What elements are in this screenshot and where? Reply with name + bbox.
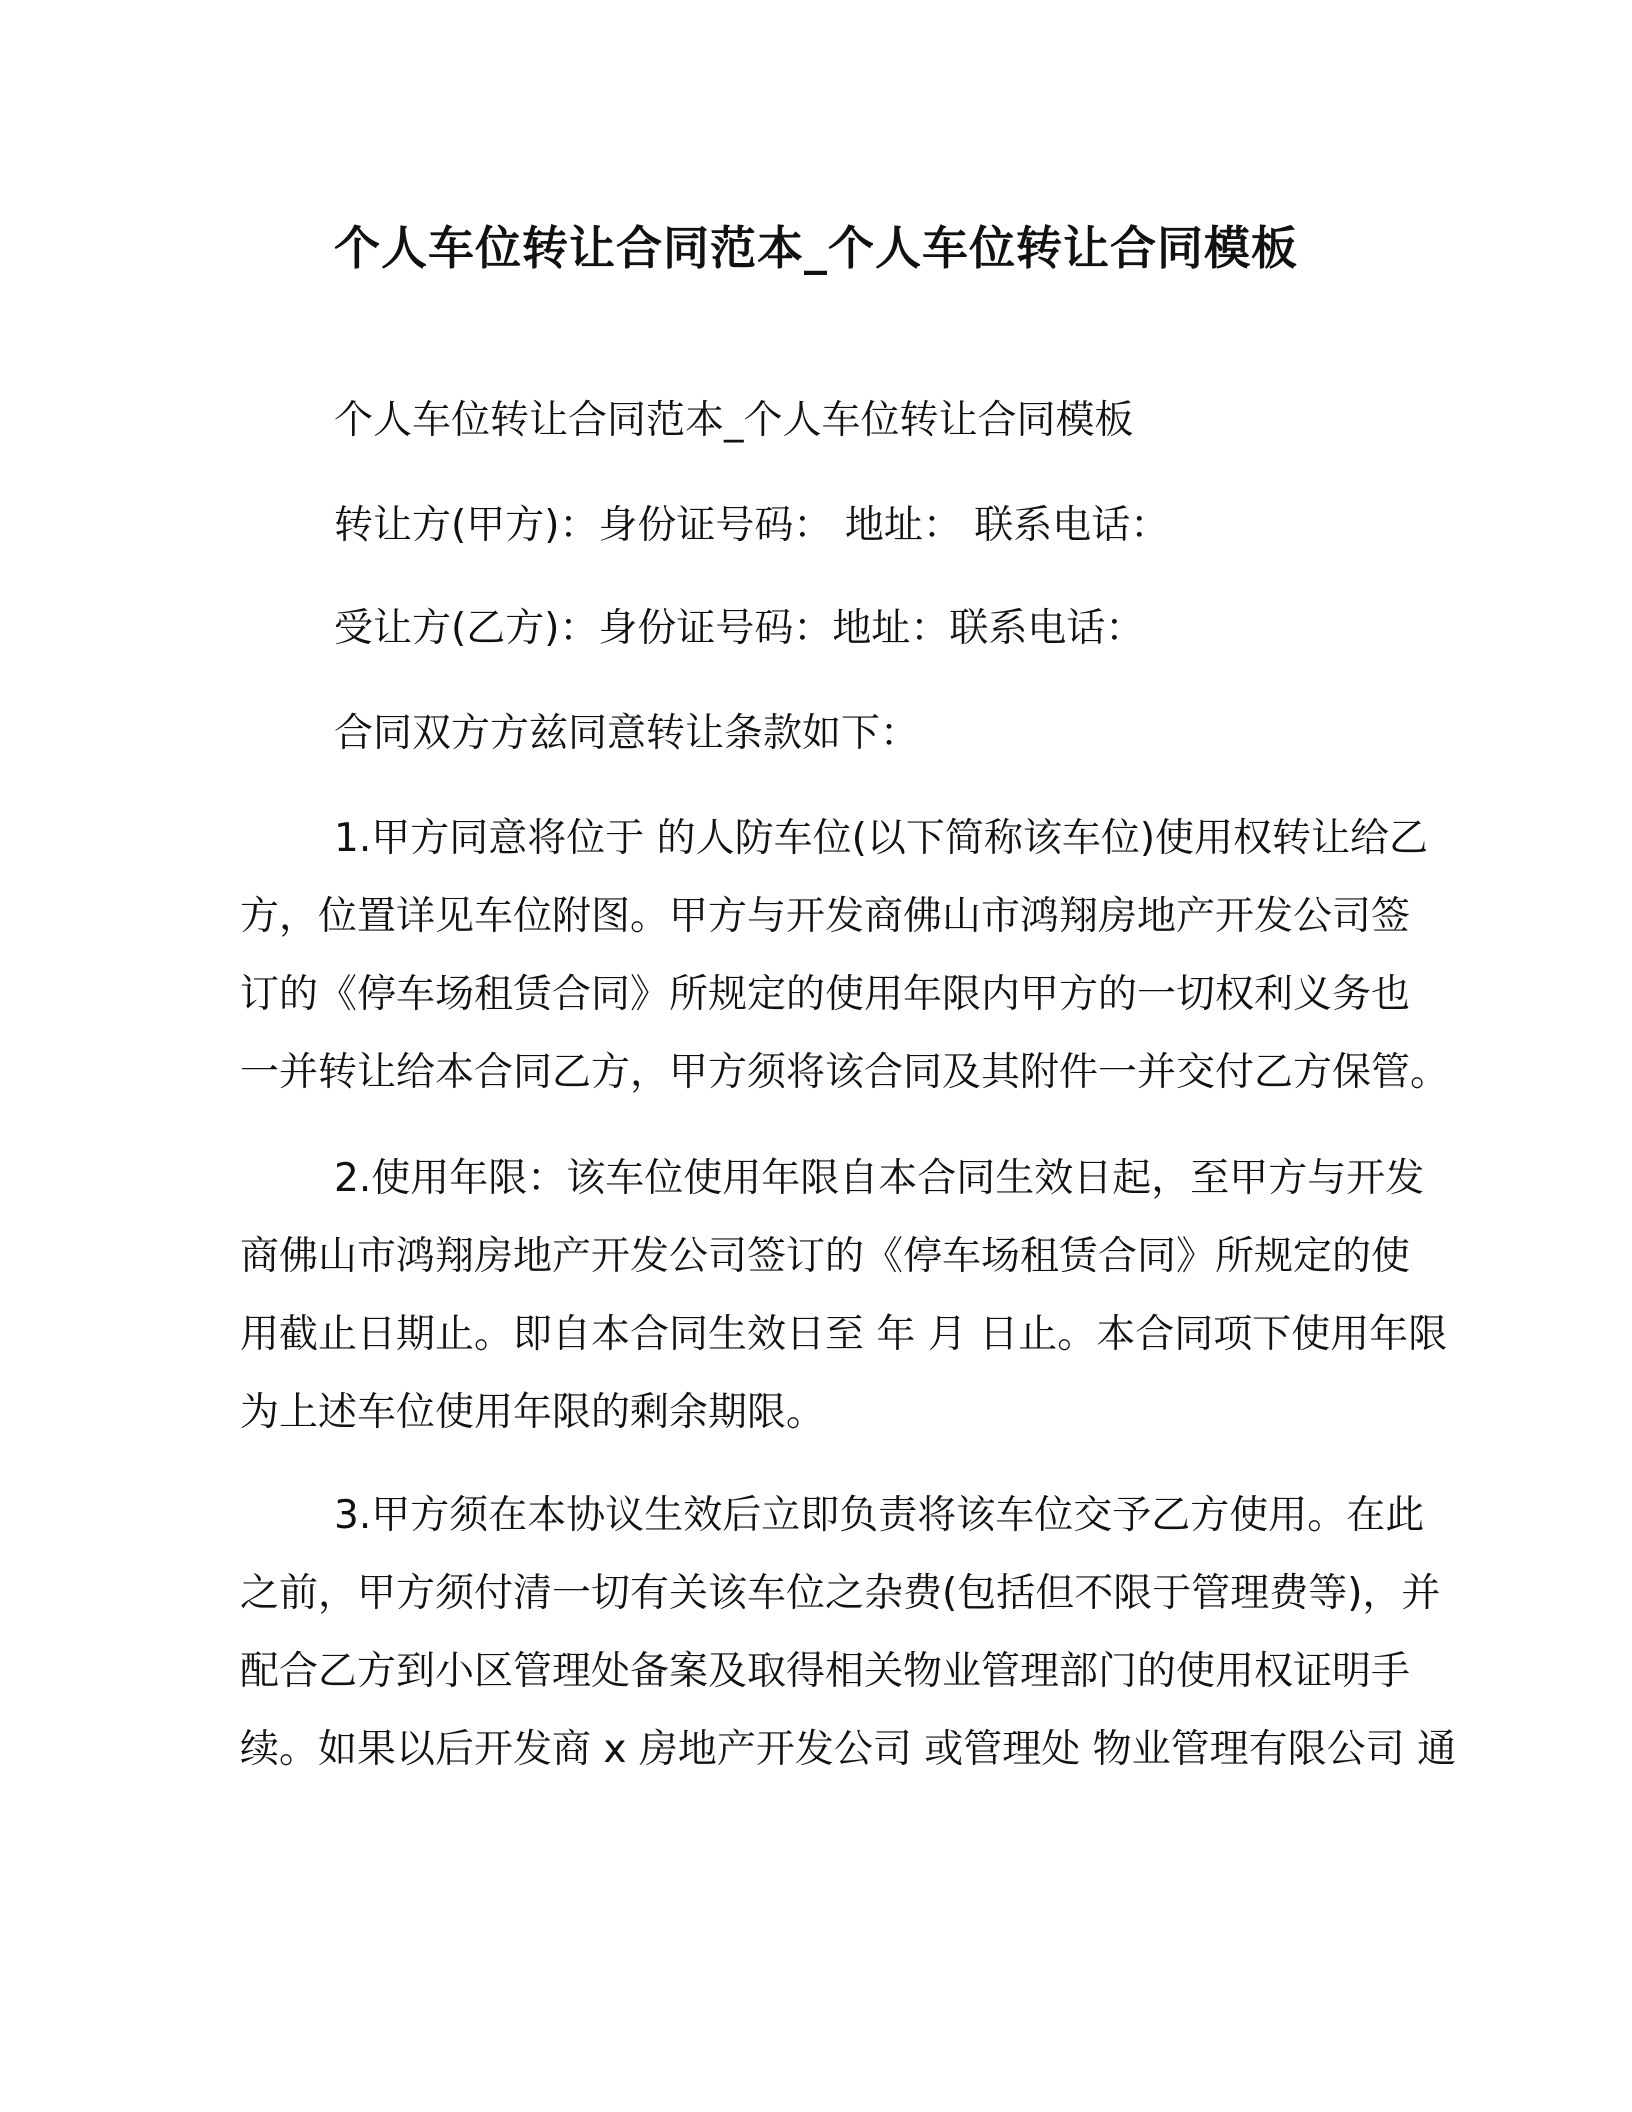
- clause-line: 方，位置详见车位附图。甲方与开发商佛山市鸿翔房地产开发公司签: [240, 894, 1411, 939]
- clause-line: 1.甲方同意将位于 的人防车位(以下简称该车位)使用权转让给乙: [334, 816, 1429, 861]
- party-a-info: 转让方(甲方)：身份证号码： 地址： 联系电话：: [334, 503, 1170, 548]
- clause-2: [240, 1140, 1448, 1452]
- contract-intro: 合同双方方兹同意转让条款如下：: [334, 711, 920, 756]
- clause-line: 为上述车位使用年限的剩余期限。: [240, 1390, 826, 1435]
- party-b-info: 受让方(乙方)：身份证号码：地址：联系电话：: [334, 606, 1145, 651]
- clause-line: 用截止日期止。即自本合同生效日至 年 月 日止。本合同项下使用年限: [240, 1312, 1448, 1357]
- clause-line: 配合乙方到小区管理处备案及取得相关物业管理部门的使用权证明手: [240, 1649, 1411, 1694]
- clause-line: 订的《停车场租赁合同》所规定的使用年限内甲方的一切权利义务也: [240, 972, 1411, 1017]
- clause-line: 3.甲方须在本协议生效后立即负责将该车位交予乙方使用。在此: [334, 1493, 1425, 1538]
- clause-3: [240, 1477, 1457, 1789]
- clause-line: 一并转让给本合同乙方，甲方须将该合同及其附件一并交付乙方保管。: [240, 1050, 1450, 1095]
- document-title: 个人车位转让合同范本_个人车位转让合同模板: [334, 221, 1298, 275]
- clause-line: 续。如果以后开发商 x 房地产开发公司 或管理处 物业管理有限公司 通: [240, 1727, 1457, 1772]
- clause-line: 之前，甲方须付清一切有关该车位之杂费(包括但不限于管理费等)，并: [240, 1571, 1441, 1616]
- clause-line: 商佛山市鸿翔房地产开发公司签订的《停车场租赁合同》所规定的使: [240, 1234, 1411, 1279]
- document-subtitle: 个人车位转让合同范本_个人车位转让合同模板: [334, 398, 1134, 443]
- clause-line: 2.使用年限：该车位使用年限自本合同生效日起，至甲方与开发: [334, 1156, 1425, 1201]
- clause-1: [240, 800, 1450, 1112]
